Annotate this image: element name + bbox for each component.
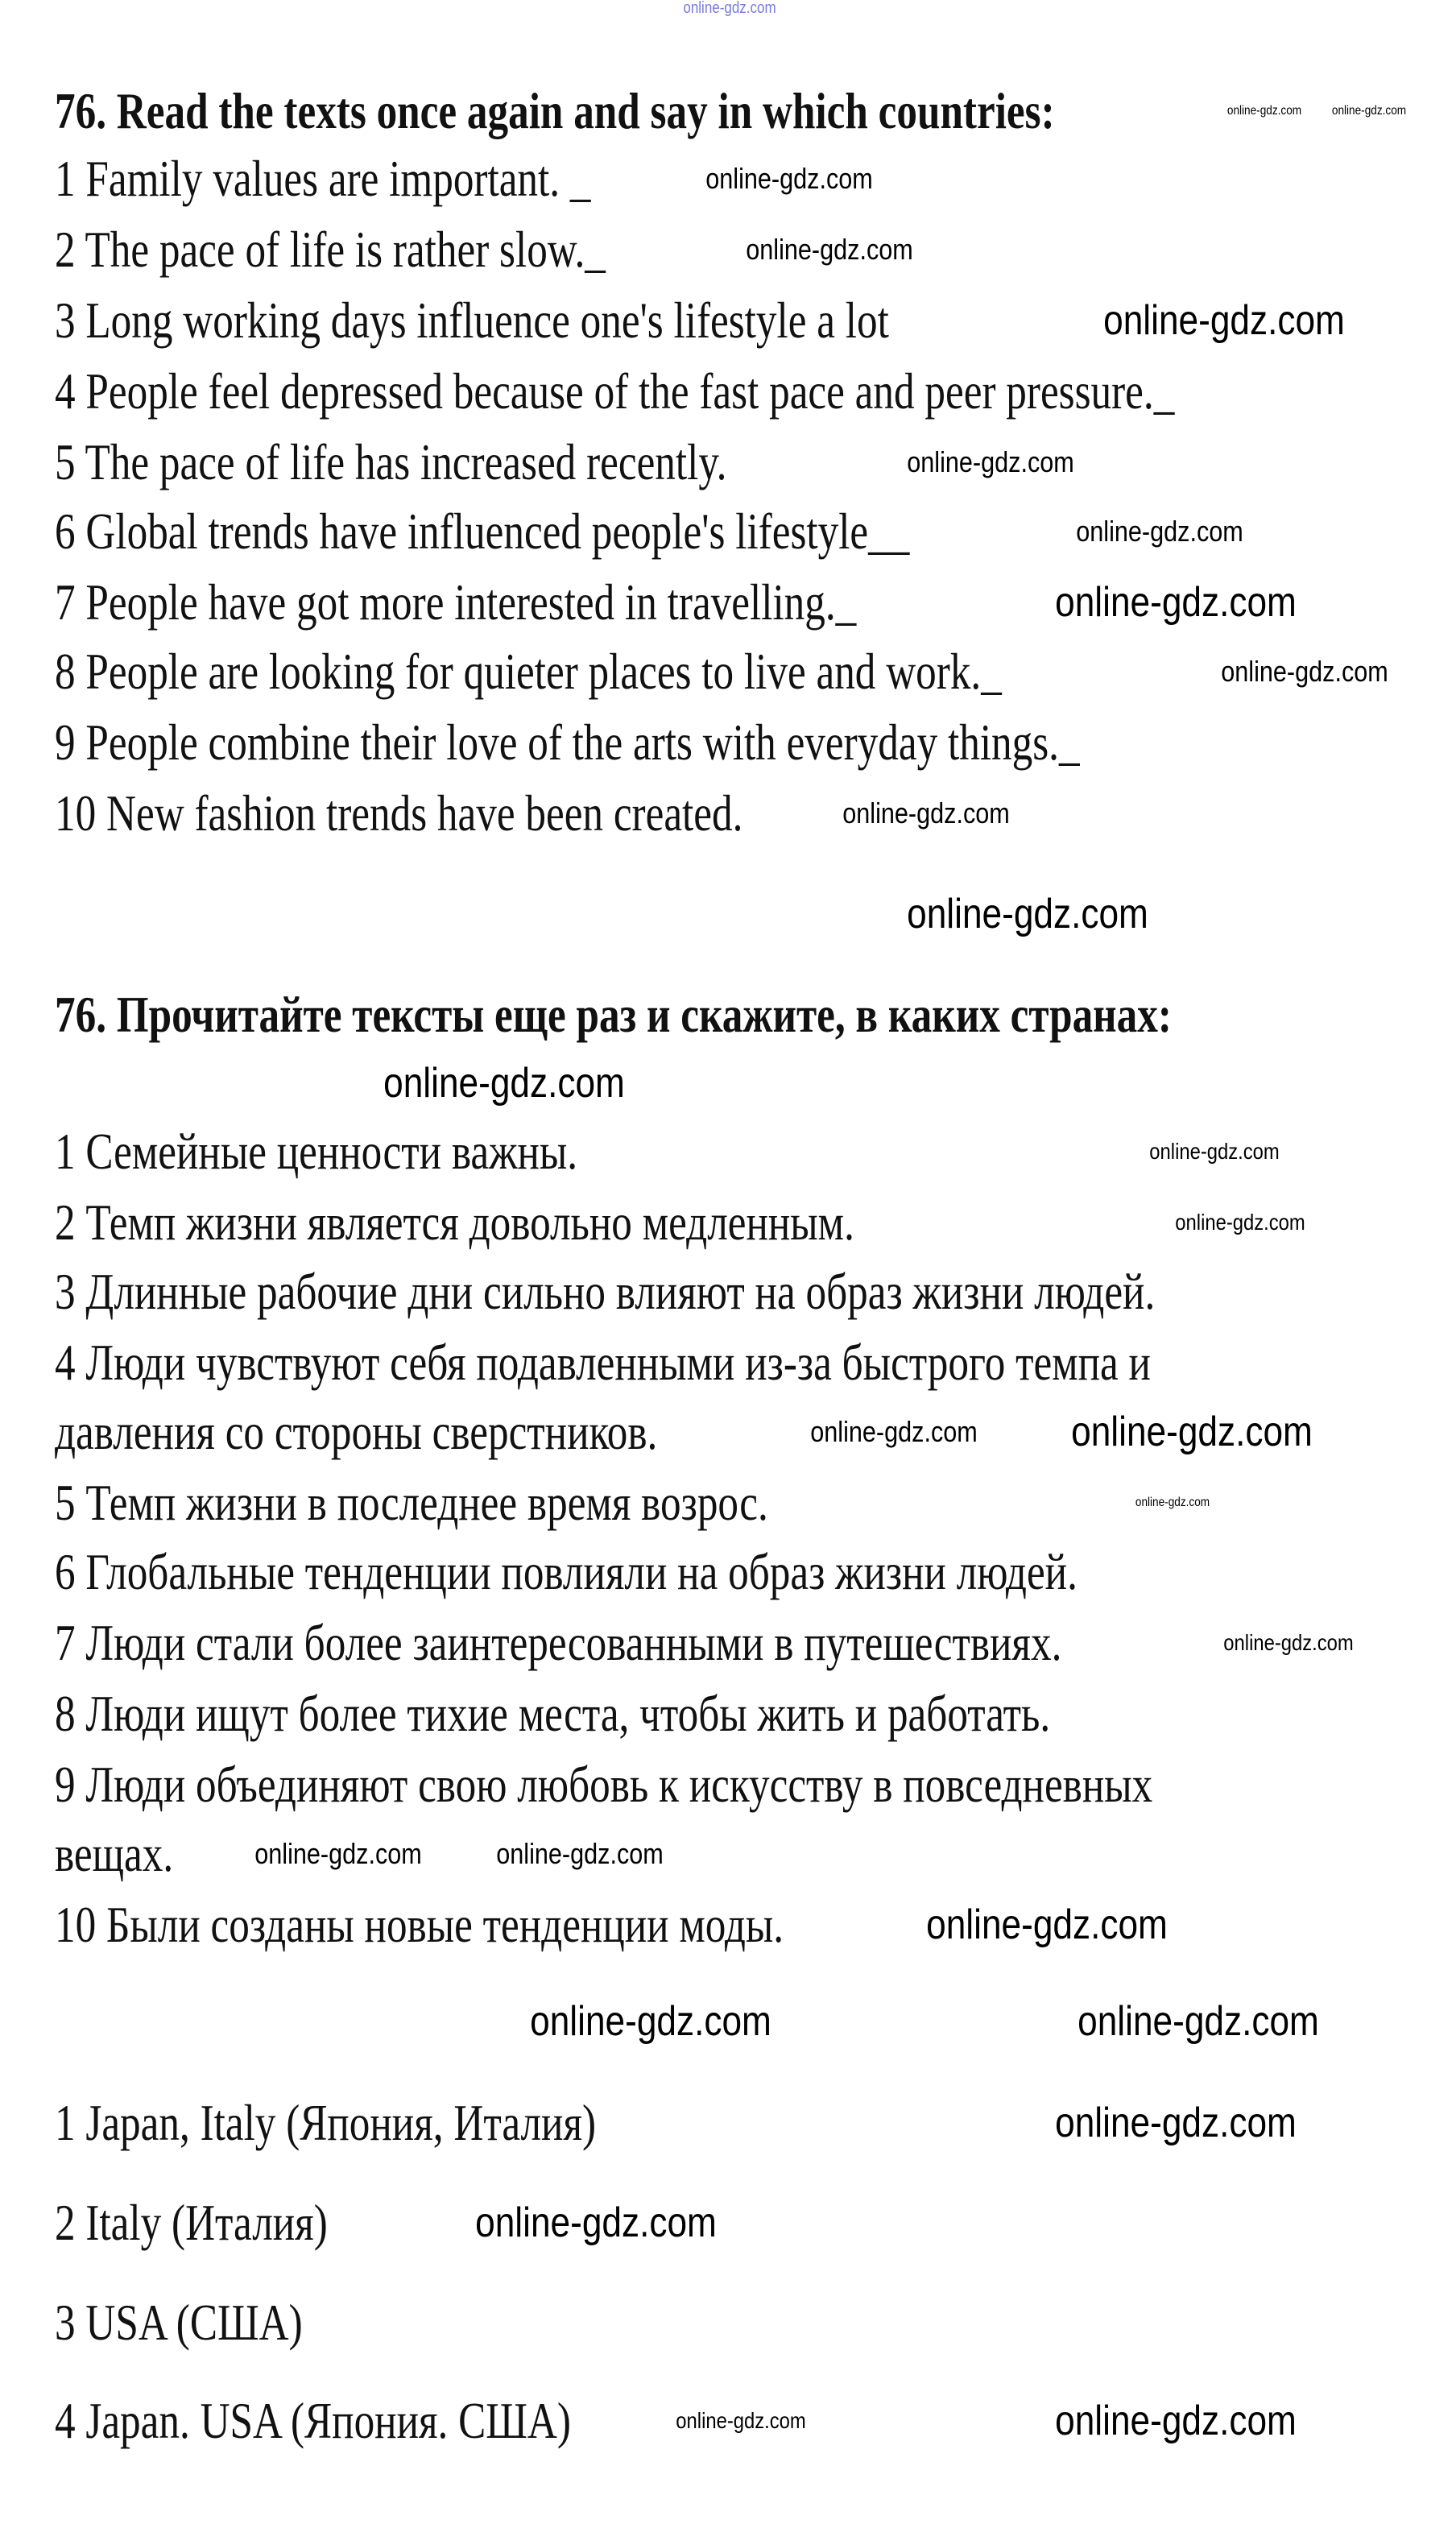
answer-item: 4 Japan. USA (Япония. США) [55, 2392, 571, 2449]
watermark: online-gdz.com [1149, 1139, 1280, 1164]
english-title: 76. Read the texts once again and say in which countries: [55, 82, 1055, 139]
russian-item: вещах. [55, 1825, 174, 1882]
watermark: online-gdz.com [475, 2199, 717, 2246]
watermark: online-gdz.com [683, 0, 776, 17]
russian-item: 9 Люди объединяют свою любовь к искусству в повседневных [55, 1756, 1153, 1813]
answer-item: 3 USA (США) [55, 2294, 303, 2351]
watermark: online-gdz.com [254, 1837, 422, 1870]
watermark: online-gdz.com [1223, 1630, 1354, 1655]
watermark: online-gdz.com [1055, 579, 1297, 626]
watermark: online-gdz.com [1175, 1210, 1305, 1235]
watermark: online-gdz.com [926, 1901, 1168, 1948]
russian-item: 6 Глобальные тенденции повлияли на образ жизни людей. [55, 1543, 1078, 1600]
watermark: online-gdz.com [383, 1060, 625, 1107]
watermark: online-gdz.com [676, 2408, 806, 2433]
russian-item: давления со стороны сверстников. [55, 1403, 658, 1460]
english-item: 1 Family values are important. _ [55, 150, 591, 207]
watermark: online-gdz.com [705, 162, 873, 195]
watermark: online-gdz.com [1071, 1409, 1313, 1455]
english-item: 7 People have got more interested in travelling._ [55, 573, 857, 631]
russian-item: 8 Люди ищут более тихие места, чтобы жить и работать. [55, 1685, 1051, 1742]
watermark: online-gdz.com [1055, 2398, 1297, 2444]
english-item: 8 People are looking for quieter places to live and work._ [55, 643, 1002, 700]
answer-item: 1 Japan, Italy (Япония, Италия) [55, 2094, 597, 2151]
watermark: online-gdz.com [1331, 104, 1407, 118]
watermark: online-gdz.com [496, 1837, 664, 1870]
english-item: 6 Global trends have influenced people's lifestyle__ [55, 503, 910, 560]
answer-item: 2 Italy (Италия) [55, 2194, 328, 2251]
english-item: 3 Long working days influence one's lifestyle a lot [55, 292, 889, 349]
watermark: online-gdz.com [1221, 655, 1388, 688]
watermark: online-gdz.com [1103, 297, 1345, 344]
russian-item: 1 Семейные ценности важны. [55, 1123, 578, 1180]
english-item: 4 People feel depressed because of the fast pace and peer pressure._ [55, 362, 1175, 420]
russian-item: 3 Длинные рабочие дни сильно влияют на образ жизни людей. [55, 1263, 1156, 1320]
english-item: 2 The pace of life is rather slow._ [55, 221, 606, 278]
watermark: online-gdz.com [746, 233, 913, 266]
russian-item: 2 Темп жизни является довольно медленным. [55, 1194, 854, 1251]
watermark: online-gdz.com [810, 1415, 978, 1448]
watermark: online-gdz.com [530, 1998, 771, 2045]
english-item: 10 New fashion trends have been created. [55, 784, 743, 842]
watermark: online-gdz.com [1135, 1496, 1210, 1509]
watermark: online-gdz.com [1055, 2100, 1297, 2146]
russian-item: 10 Были созданы новые тенденции моды. [55, 1896, 784, 1953]
watermark: online-gdz.com [1076, 515, 1243, 548]
russian-item: 4 Люди чувствуют себя подавленными из-за быстрого темпа и [55, 1334, 1151, 1391]
english-item: 9 People combine their love of the arts with everyday things._ [55, 714, 1080, 771]
russian-title: 76. Прочитайте тексты еще раз и скажите, в каких странах: [55, 986, 1172, 1043]
watermark: online-gdz.com [907, 445, 1074, 478]
watermark: online-gdz.com [1078, 1998, 1319, 2045]
watermark: online-gdz.com [907, 891, 1148, 937]
russian-item: 7 Люди стали более заинтересованными в путешествиях. [55, 1614, 1062, 1671]
watermark: online-gdz.com [1226, 104, 1302, 118]
english-item: 5 The pace of life has increased recently. [55, 433, 727, 490]
watermark: online-gdz.com [842, 797, 1010, 830]
russian-item: 5 Темп жизни в последнее время возрос. [55, 1474, 768, 1531]
